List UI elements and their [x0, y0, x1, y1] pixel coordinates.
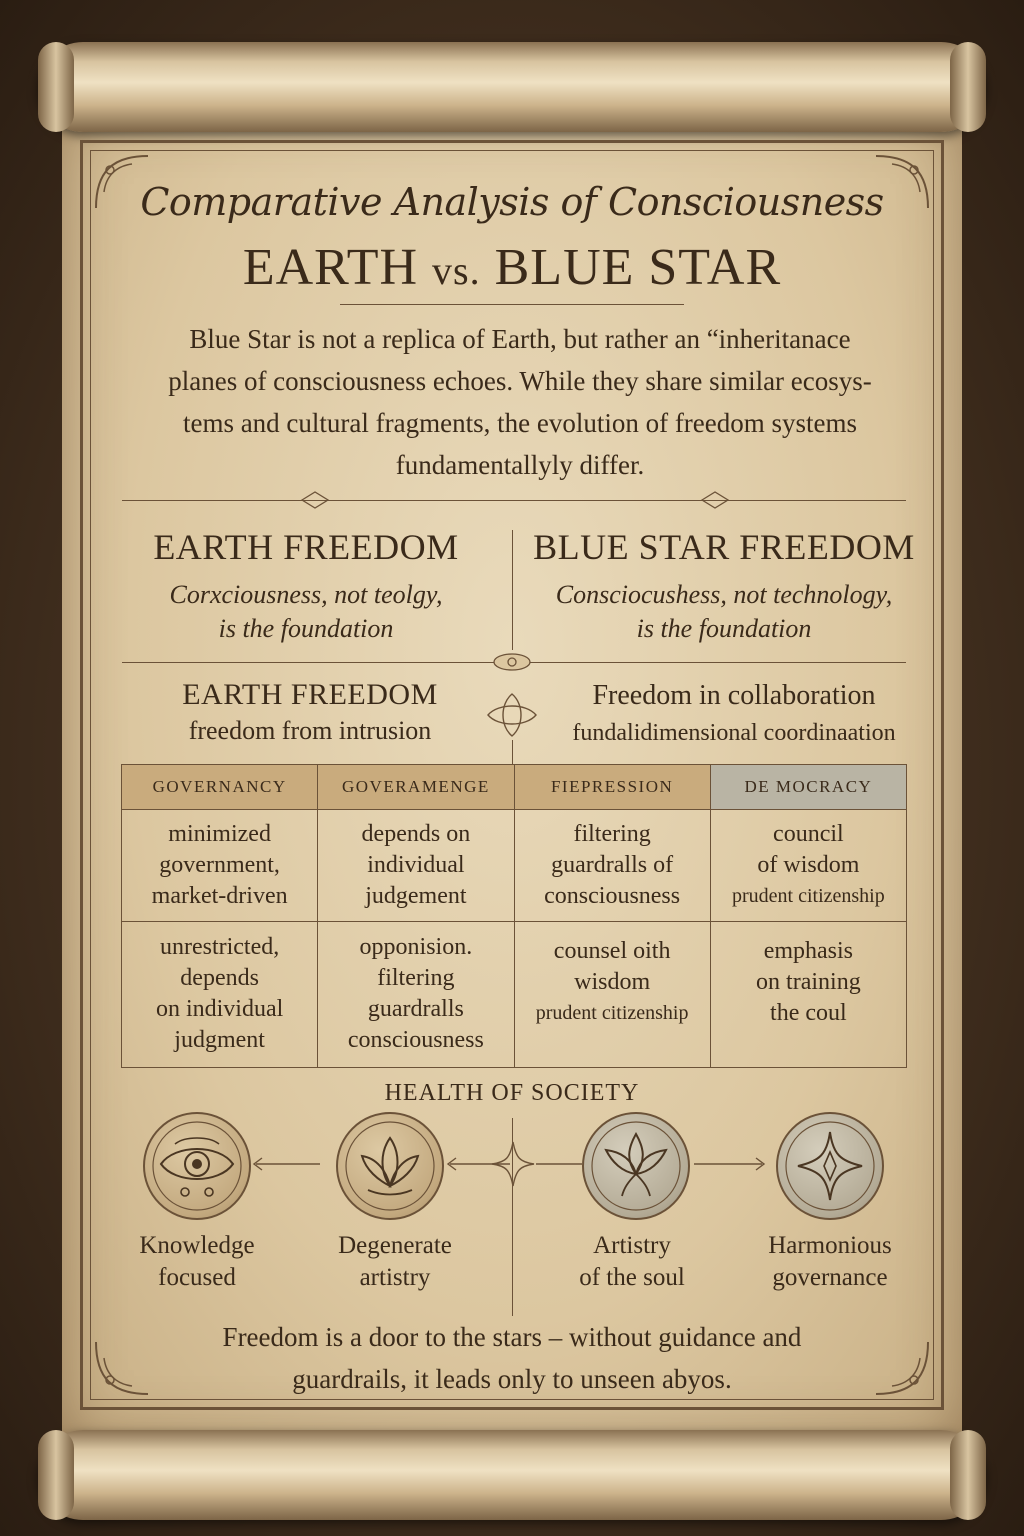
cell-line: judgement [365, 882, 467, 909]
earth-freedom-subtitle: Corxciousness, not teolgy, [169, 580, 443, 609]
page-subtitle: Comparative Analysis of Consciousness [140, 180, 884, 224]
footer-quote [120, 1316, 904, 1400]
table-cell [318, 921, 514, 1067]
society-item-knowledge [107, 1230, 287, 1294]
cell-line: consciousness [544, 882, 681, 909]
table-header: GOVERNANCY [122, 765, 318, 810]
cell-line: individual [367, 851, 465, 878]
table-row [122, 810, 907, 922]
blue-star-freedom-column [524, 526, 924, 646]
society-item-label: focused [158, 1264, 236, 1291]
cell-line: prudent citizenship [732, 884, 885, 907]
title-divider [340, 304, 684, 305]
society-item-degenerate [305, 1230, 485, 1294]
column-divider [512, 530, 513, 650]
cell-line: judgment [174, 1027, 265, 1054]
society-item-label: Degenerate [338, 1232, 452, 1259]
table-cell [122, 810, 318, 922]
divider-ornament-icon [700, 490, 730, 510]
society-item-label: Harmonious [768, 1232, 892, 1259]
table-cell [710, 921, 906, 1067]
table-cell [122, 921, 318, 1067]
intro-line: fundamentallyly differ. [395, 450, 645, 480]
table-header: DE MOCRACY [710, 765, 906, 810]
cell-line: market-driven [151, 882, 288, 909]
lotus-icon [336, 1112, 444, 1220]
title-blue-star: BLUE STAR [494, 239, 782, 296]
blue-star-freedom-subtitle: is the foundation [636, 614, 812, 643]
cell-line: on individual [155, 996, 284, 1023]
cell-line: consciousness [347, 1027, 484, 1054]
cell-line: unrestricted, [159, 934, 280, 961]
society-item-artistry [542, 1230, 722, 1294]
earth-subsection-heading: EARTH FREEDOM [182, 678, 438, 711]
title-vs: vs. [432, 248, 481, 293]
intro-line: tems and cultural fragments, the evolution of freedom systems [182, 408, 858, 438]
eye-icon [143, 1112, 251, 1220]
earth-freedom-column [106, 526, 506, 646]
cell-line: opponision. [359, 934, 473, 961]
blue-star-subsection-heading: Freedom in collaboration [592, 680, 876, 711]
page-title [90, 238, 934, 297]
footer-line: Freedom is a door to the stars – without guidance and [222, 1322, 802, 1352]
earth-freedom-heading: EARTH FREEDOM [153, 527, 459, 567]
society-item-harmonious [740, 1230, 920, 1294]
cell-line: depends on [361, 820, 471, 847]
earth-subsection-subtitle: freedom from intrusion [188, 716, 432, 745]
footer-line: guardrails, it leads only to unseen abyos. [292, 1364, 732, 1394]
title-earth: EARTH [242, 239, 419, 296]
intro-line: planes of consciousness echoes. While they share similar ecosys- [168, 366, 872, 396]
cell-line: guardralls [367, 996, 464, 1023]
society-item-label: artistry [359, 1264, 431, 1291]
arrow-right-icon [694, 1156, 770, 1172]
cell-line: of wisdom [757, 851, 860, 878]
intro-line: Blue Star is not a replica of Earth, but rather an “inheritanace [189, 324, 851, 354]
cell-line: prudent citizenship [535, 1001, 689, 1024]
blue-star-subsection-subtitle: fundalidimensional coordinaation [572, 720, 896, 746]
cell-line: filtering [573, 820, 651, 847]
leaf-icon [582, 1112, 690, 1220]
table-cell [318, 810, 514, 922]
column-divider [512, 740, 513, 764]
divider-ornament-icon [300, 490, 330, 510]
connector-line [536, 1156, 582, 1172]
star-icon [776, 1112, 884, 1220]
table-header: FIEPRESSION [514, 765, 710, 810]
cell-line: the coul [770, 999, 847, 1026]
health-of-society-heading: HEALTH OF SOCIETY [384, 1080, 640, 1106]
blue-star-freedom-subtitle: Consciocushess, not technology, [555, 580, 893, 609]
table-cell [514, 810, 710, 922]
cell-line: government, [159, 851, 280, 878]
eye-ornament-icon [490, 650, 534, 674]
cell-line: on training [756, 968, 861, 995]
cell-line: council [773, 820, 844, 847]
cell-line: minimized [168, 820, 271, 847]
table-cell [514, 921, 710, 1067]
comparison-table [121, 764, 907, 1068]
society-item-label: governance [772, 1264, 888, 1291]
intro-paragraph [120, 318, 920, 486]
cell-line: guardralls of [551, 851, 674, 878]
earth-freedom-subsection [110, 678, 510, 746]
earth-freedom-subtitle: is the foundation [218, 614, 394, 643]
section-divider [122, 500, 906, 501]
blue-star-freedom-heading: BLUE STAR FREEDOM [533, 527, 915, 567]
scroll-rod-top [38, 42, 986, 132]
table-header: GOVERAMENGE [318, 765, 514, 810]
table-row [122, 921, 907, 1067]
cell-line: filtering [377, 965, 455, 992]
arrow-left-icon [250, 1156, 322, 1172]
cell-line: depends [180, 965, 259, 992]
cell-line: wisdom [574, 968, 651, 995]
society-item-label: Artistry [593, 1232, 671, 1259]
scroll-rod-bottom [38, 1430, 986, 1520]
compass-star-icon [490, 1140, 536, 1188]
society-item-label: of the soul [579, 1264, 685, 1291]
table-cell [710, 810, 906, 922]
knot-ornament-icon [484, 690, 540, 740]
cell-line: counsel oith [553, 937, 671, 964]
society-item-label: Knowledge [139, 1232, 255, 1259]
cell-line: emphasis [763, 937, 854, 964]
blue-star-subsection [534, 680, 934, 747]
